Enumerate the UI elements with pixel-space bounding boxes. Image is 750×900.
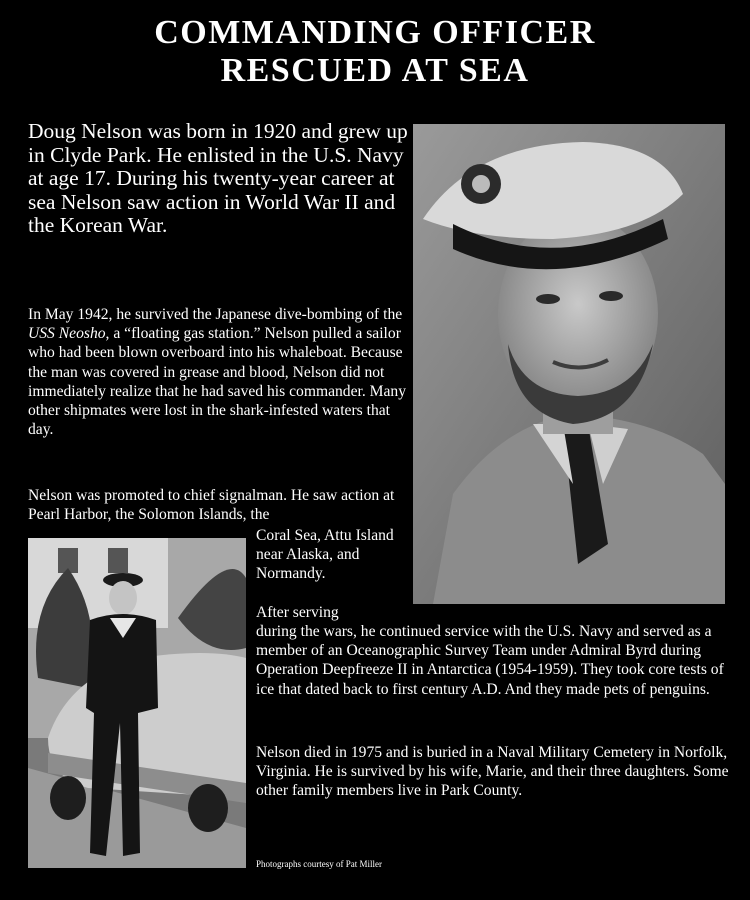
paragraph-service-start: After serving — [256, 604, 339, 621]
paragraph-neosho — [28, 305, 408, 439]
paragraph-neosho-start: In May 1942, he survived the Japanese dive-bombing of the — [28, 306, 403, 323]
sailor-car-photo — [28, 538, 246, 868]
page-title — [0, 14, 750, 90]
lead-paragraph: Doug Nelson was born in 1920 and grew up in Clyde Park. He enlisted in the U.S. Navy at age 17. During his twenty-year career at sea Nelson saw action in World War II and the Korean War. — [28, 119, 408, 238]
paragraph-death: Nelson died in 1975 and is buried in a Naval Military Cemetery in Norfolk, Virginia. He is survived by his wife, Marie, and their three daughters. Some other family members live in Park County. — [256, 744, 729, 800]
title-line-2: RESCUED AT SEA — [220, 52, 530, 89]
ship-name: USS Neosho — [28, 325, 106, 343]
paragraph-service: during the wars, he continued service with the U.S. Navy and served as a member of an Oceanographic Survey Team under Admiral Byrd during Operation Deepfreeze II in Antarctica (1954-1959). They took core tests of ice that dated back to first century A.D. And they made pets of penguins. — [256, 623, 724, 698]
paragraph-neosho-end: , a “floating gas station.” Nelson pulled a sailor who had been blown overboard into his whaleboat. Because the man was covered in grease and blood, Nelson did not immediately realize that he had saved his commander. Many other shipmates were lost in the shark-infested waters that day. — [28, 325, 407, 439]
photo-credit: Photographs courtesy of Pat Miller — [256, 859, 382, 869]
paragraph-promotion: Nelson was promoted to chief signalman. He saw action at Pearl Harbor, the Solomon Islands, the — [28, 487, 395, 524]
portrait-photo — [413, 124, 725, 604]
title-line-1: COMMANDING OFFICER — [154, 14, 596, 51]
paragraph-promotion-continued: Coral Sea, Attu Island near Alaska, and Normandy. — [256, 527, 394, 583]
